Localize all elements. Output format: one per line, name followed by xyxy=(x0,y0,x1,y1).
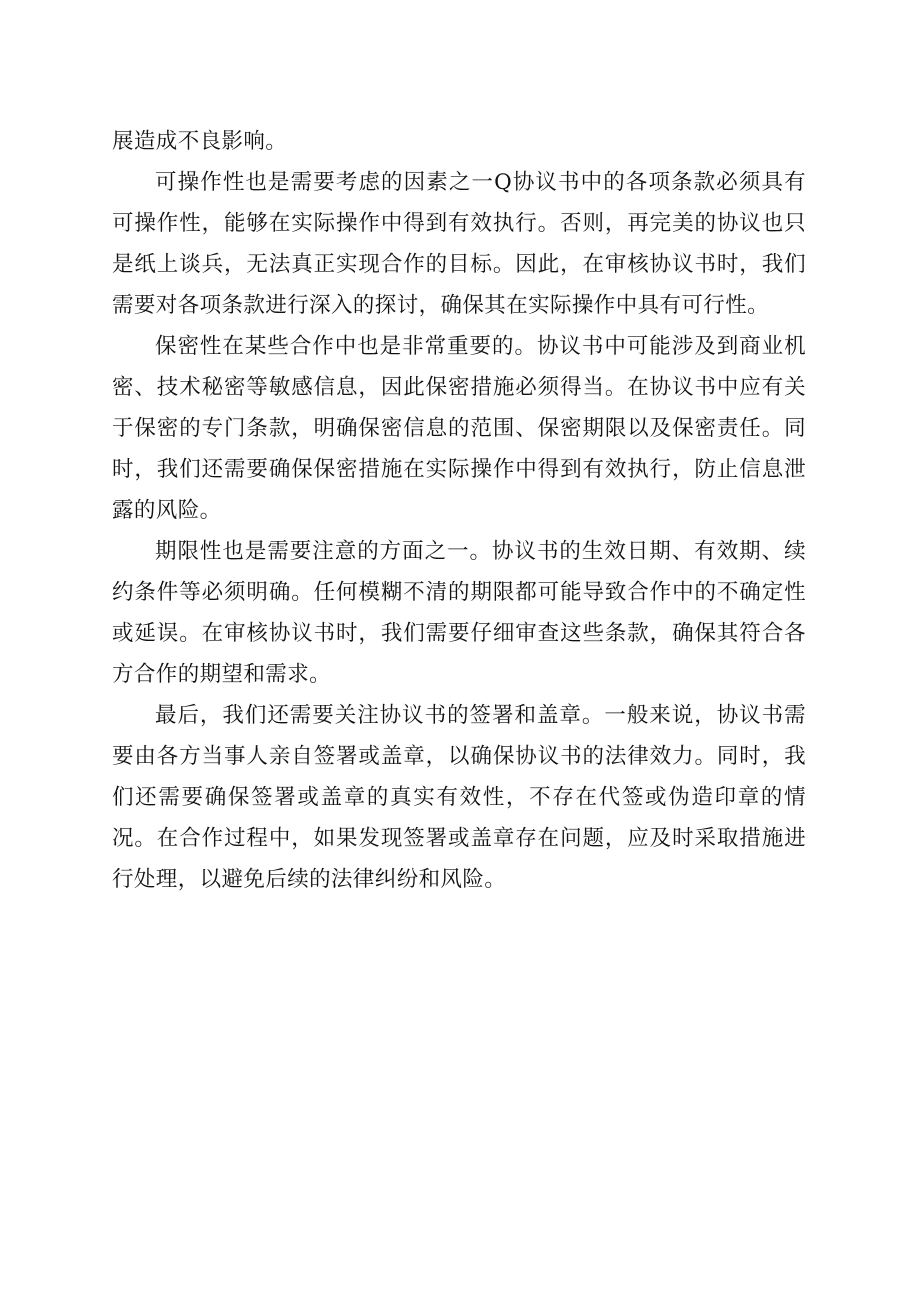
paragraph-continuation: 展造成不良影响。 xyxy=(112,129,288,154)
document-body xyxy=(112,121,806,900)
paragraph-confidentiality: 保密性在某些合作中也是非常重要的。协议书中可能涉及到商业机密、技术秘密等敏感信息，因此保密措施必须得当。在协议书中应有关于保密的专门条款，明确保密信息的范围、保密期限以及保密责任。同时，我们还需要确保保密措施在实际操作中得到有效执行，防止信息泄露的风险。 xyxy=(112,334,806,523)
paragraph-term: 期限性也是需要注意的方面之一。协议书的生效日期、有效期、续约条件等必须明确。任何模糊不清的期限都可能导致合作中的不确定性或延误。在审核协议书时，我们需要仔细审查这些条款，确保其符合各方合作的期望和需求。 xyxy=(112,539,806,687)
paragraph-signing-sealing: 最后，我们还需要关注协议书的签署和盖章。一般来说，协议书需要由各方当事人亲自签署或盖章，以确保协议书的法律效力。同时，我们还需要确保签署或盖章的真实有效性，不存在代签或伪造印章的情况。在合作过程中，如果发现签署或盖章存在问题，应及时采取措施进行处理，以避免后续的法律纠纷和风险。 xyxy=(112,703,806,892)
paragraph-operability: 可操作性也是需要考虑的因素之一Q协议书中的各项条款必须具有可操作性，能够在实际操作中得到有效执行。否则，再完美的协议也只是纸上谈兵，无法真正实现合作的目标。因此，在审核协议书时，我们需要对各项条款进行深入的探讨，确保其在实际操作中具有可行性。 xyxy=(112,170,806,318)
